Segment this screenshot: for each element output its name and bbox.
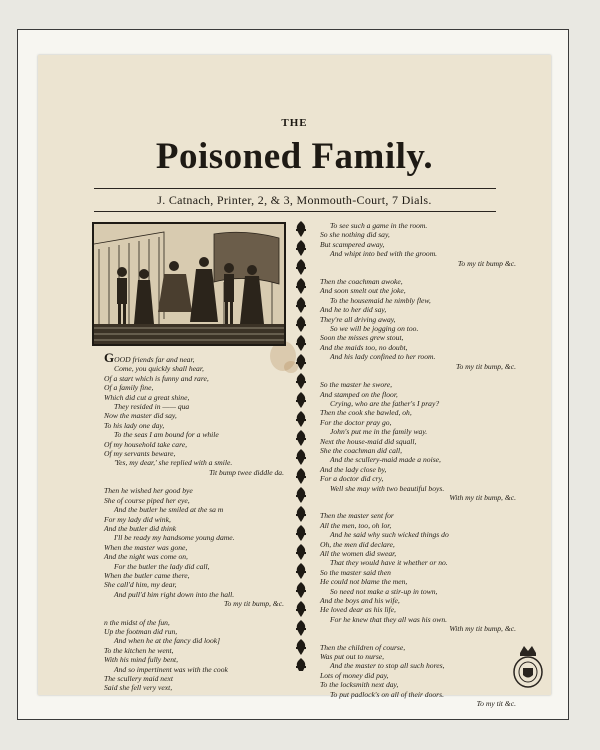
verse-line: For my lady did wink, [104,514,171,524]
fleuron-ornament [296,525,306,541]
verse-line: And the butler did think [104,523,177,533]
verse-line: When the butler came there, [104,570,190,580]
verse-line: n the midst of the fun, [104,617,170,627]
verse-line: To my tit bump, &c. [223,599,284,609]
fleuron-ornament [296,316,306,332]
verse-line: Of a family fine, [104,383,154,393]
fleuron-ornament [296,259,306,275]
verse-line: He loved dear as his life, [320,605,396,615]
verse-line [320,268,516,277]
library-crest-stamp-icon [512,643,544,689]
fleuron-ornament [296,506,306,522]
verse-line: For a doctor did cry, [320,474,384,484]
fleuron-ornament [296,620,306,636]
pre-title: THE [281,117,308,129]
verse-line: And he said why such wicked things do [330,530,449,540]
verse-line: The scullery maid next [104,674,173,683]
verse-line: All the men, too, oh lor, [320,520,392,530]
fleuron-ornament [296,658,306,671]
verse-line: To my tit &c. [476,699,516,709]
verse-line: Come, you quickly shall hear, [114,364,204,374]
verse-line: To the housemaid he nimbly flew, [330,295,431,305]
verse-line: Was put out to nurse, [320,652,385,662]
verse-line: And the maids too, no doubt, [320,342,408,352]
verse-line: I'll be ready my handsome young dame. [114,533,235,543]
verse-line: With his mind fully bent, [104,655,179,665]
verse-line: Well she may with two beautiful boys. [330,483,445,493]
fleuron-ornament [296,221,306,237]
verse-line: Up the footman did run, [104,626,178,636]
verse-line: Tit bump twee diddle da. [209,467,284,477]
fleuron-ornament [296,240,306,256]
bottom-rule [94,211,496,212]
verse-line: Said she fell very vext, [104,683,173,693]
printer-imprint: J. Catnach, Printer, 2, & 3, Monmouth-Court, 7 Dials. [157,193,432,207]
verse-line: So need not make a stir-up in town, [330,586,438,596]
verse-line: They resided in —— qua [114,402,190,412]
verse-line: For the butler the lady did call, [114,561,210,571]
verse-line: To the locksmith next day, [320,680,399,690]
verse-line: With my tit bump, &c. [449,624,516,634]
page-title: Poisoned Family. [155,136,434,177]
verse-line: But scampered away, [320,239,385,249]
right-verse-column [320,221,516,709]
verse-line [104,609,284,618]
verse-line: And his lady confined to her room. [330,352,436,362]
verse-line: He could not blame the men, [320,577,408,587]
verse-line: Lots of money did pay, [320,670,389,680]
broadside-sheet [38,55,551,709]
verse-line: She call'd him, my dear, [104,580,177,590]
verse-line: Now the master did say, [104,411,177,421]
verse-line: And whipt into bed with the groom. [330,249,438,259]
fleuron-ornament [296,392,306,408]
verse-line: Next the house-maid did squall, [320,436,417,446]
verse-line: So the master said then [320,567,391,577]
verse-line: To the seas I am bound for a while [114,430,219,440]
fleuron-ornament [296,411,306,427]
verse-line: Then the cook she bawled, oh, [320,408,412,418]
verse-line: To his lady one day, [104,420,165,430]
top-rule [94,188,496,189]
verse-line: Then he wished her good bye [104,486,193,496]
verse-line: For the doctor pray go, [320,417,392,427]
verse-line [104,477,284,486]
verse-line: To my tit bump, &c. [455,361,516,371]
fleuron-ornament [296,354,306,370]
verse-line: Of my household take care, [104,439,188,449]
verse-line: And the scullery-maid made a noise, [330,455,441,465]
verse-line: And the night was come on, [104,552,188,562]
fleuron-ornament [296,335,306,351]
fleuron-ornament [296,487,306,503]
verse-line: So the master he swore, [320,380,393,390]
verse-line [104,350,284,365]
verse-line: And the boys and his wife, [320,596,400,606]
verse-line: And when he at the fancy did look] [114,636,221,646]
verse-line: And the lady close by, [320,464,387,474]
verse-line: She of course piped her eye, [104,495,190,505]
verse-line: With my tit bump, &c. [449,492,516,502]
verse-line: And the butler he smiled at the sa m [114,505,224,515]
drop-cap: G [104,350,115,365]
verse-line: And so impertinent was with the cook [114,664,228,674]
verse-line: That they would have it whether or no. [330,558,448,568]
verse-line: So we will be jogging on too. [330,324,419,334]
verse-line: To put padlock's on all of their doors. [330,689,444,699]
verse-line: To see such a game in the room. [330,221,428,230]
verse-line: They're all driving away, [320,314,396,324]
verse-line: Oh, the men did declare, [320,539,395,549]
verse-line: And he to her did say, [320,305,387,315]
fleuron-ornament [296,430,306,446]
verse-line: All the women did swear, [320,549,397,558]
fleuron-ornament [296,563,306,579]
verse-line: Of a start which is funny and rare, [104,373,209,383]
verse-line: Soon the misses grew stout, [320,333,404,343]
fleuron-ornament [296,544,306,560]
verse-line: To the kitchen he went, [104,645,174,655]
fleuron-ornament [296,582,306,598]
verse-line: When the master was gone, [104,542,188,552]
verse-line [320,371,516,380]
verse-line: And stamped on the floor, [320,389,398,399]
verse-line: Then the children of course, [320,642,406,652]
verse-line: So she nothing did say, [320,230,390,240]
verse-line: She the coachman did call, [320,445,403,455]
fleuron-ornament [296,639,306,655]
fleuron-ornament [296,373,306,389]
verse-line: John's put me in the family way. [330,427,428,437]
verse-line: Then the master sent for [320,511,394,521]
verse-line: Of my servants beware, [104,449,176,459]
fleuron-ornament [296,601,306,617]
ornamental-divider-icon [290,215,312,671]
fleuron-ornament [296,297,306,313]
verse-line: Which did cut a great shine, [104,392,190,402]
verse-line: 'Yes, my dear,' she replied with a smile. [114,458,233,468]
verse-line: To my tit bump &c. [457,258,516,268]
verse-line: Then the coachman awoke, [320,277,403,287]
verse-line [320,502,516,511]
verse-line: And soon smelt out the joke, [320,286,406,296]
left-verse-column [104,350,284,693]
verse-line: And the master to stop all such hores, [330,661,445,671]
fleuron-ornament [296,468,306,484]
fleuron-ornament [296,449,306,465]
verse-line: For he knew that they all was his own. [330,614,448,624]
verse-line-rest: OOD friends far and near, [114,355,195,364]
fleuron-ornament [296,278,306,294]
verse-line: Crying, who are the father's I pray? [330,398,440,408]
verse-line [320,634,516,643]
woodcut-illustration-icon [92,222,286,346]
verse-line: And pull'd him right down into the hall. [114,589,235,599]
